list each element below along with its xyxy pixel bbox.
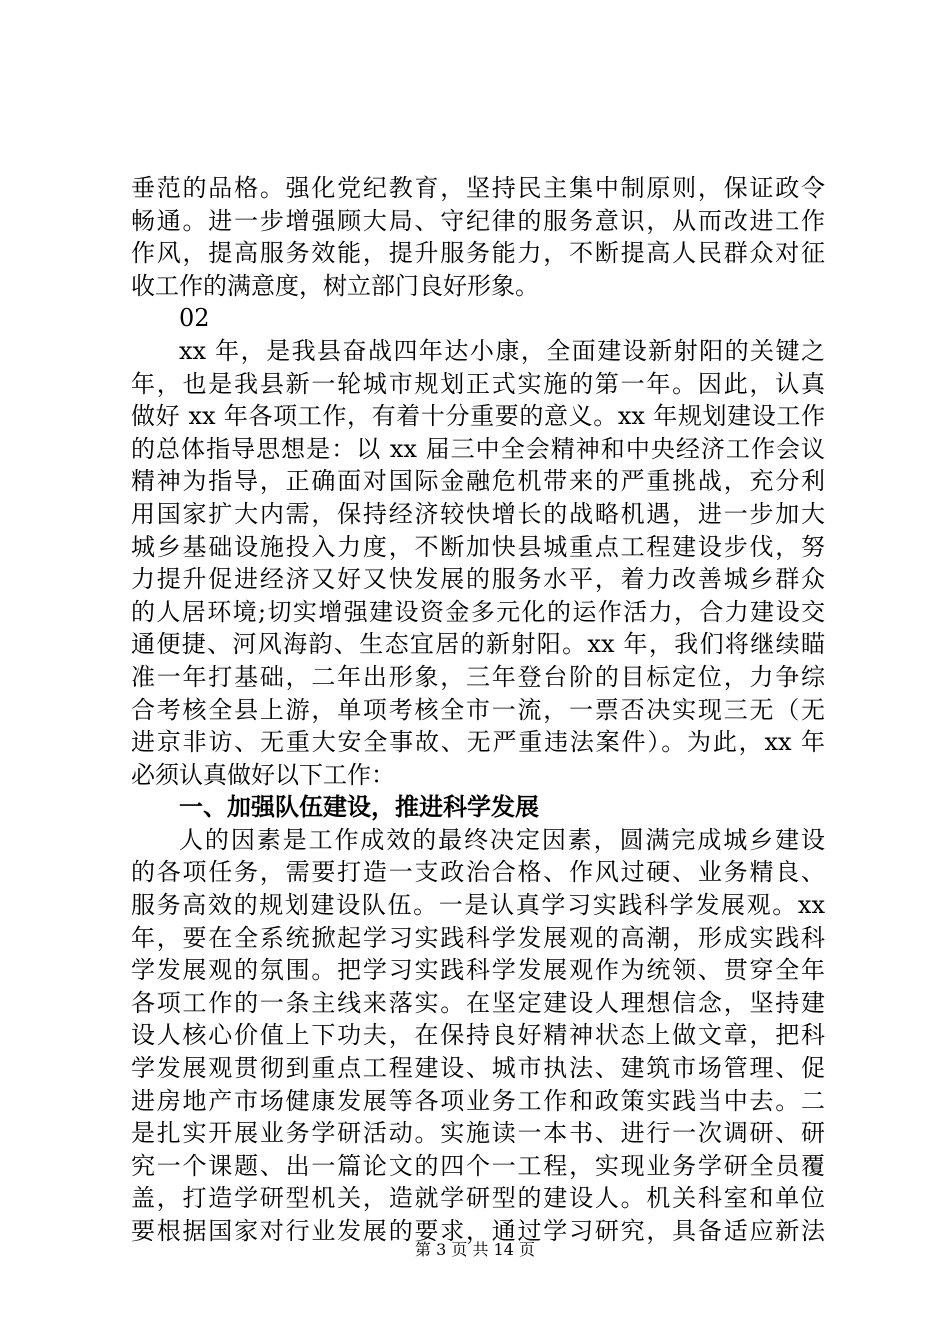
text-line: 进京非访、无重大安全事故、无严重违法案件）。为此，xx 年 bbox=[131, 728, 825, 757]
section-heading: 一、加强队伍建设，推进科学发展 bbox=[179, 792, 539, 822]
text-line: 盖，打造学研型机关，造就学研型的建设人。机关科室和单位 bbox=[131, 1184, 825, 1213]
text-line: 设人核心价值上下功夫，在保持良好精神状态上做文章，把科 bbox=[131, 1021, 825, 1050]
text-line: 用国家扩大内需，保持经济较快增长的战略机遇，进一步加大 bbox=[131, 499, 825, 528]
text-line: 作风，提高服务效能，提升服务能力，不断提高人民群众对征 bbox=[131, 239, 825, 268]
document-body bbox=[131, 172, 825, 1248]
text-line: 进房地产市场健康发展等各项业务工作和政策实践当中去。二 bbox=[131, 1086, 825, 1115]
page-footer bbox=[0, 1237, 950, 1260]
text-line: 通便捷、河风海韵、生态宜居的新射阳。xx 年，我们将继续瞄 bbox=[131, 630, 825, 659]
text-line: 准一年打基础，二年出形象，三年登台阶的目标定位，力争综 bbox=[131, 662, 825, 691]
text-line: 城乡基础设施投入力度，不断加快县城重点工程建设步伐，努 bbox=[131, 532, 825, 561]
text-line: xx 年，是我县奋战四年达小康，全面建设新射阳的关键之 bbox=[179, 336, 825, 365]
page-indicator: 第 3 页 共 14 页 bbox=[415, 1240, 535, 1259]
text-line: 各项工作的一条主线来落实。在坚定建设人理想信念，坚持建 bbox=[131, 988, 825, 1017]
text-line: 学发展观的氛围。把学习实践科学发展观作为统领、贯穿全年 bbox=[131, 956, 825, 985]
section-number: 02 bbox=[179, 304, 210, 333]
text-line: 必须认真做好以下工作： bbox=[131, 760, 395, 789]
text-line: 垂范的品格。强化党纪教育，坚持民主集中制原则，保证政令 bbox=[131, 174, 825, 202]
text-line: 合考核全县上游，单项考核全市一流，一票否决实现三无（无 bbox=[131, 695, 825, 724]
text-line: 究一个课题、出一篇论文的四个一工程，实现业务学研全员覆 bbox=[131, 1151, 825, 1180]
text-line: 的总体指导思想是：以 xx 届三中全会精神和中央经济工作会议 bbox=[131, 434, 825, 463]
text-line: 精神为指导，正确面对国际金融危机带来的严重挑战，充分利 bbox=[131, 467, 825, 496]
text-line: 是扎实开展业务学研活动。实施读一本书、进行一次调研、研 bbox=[131, 1119, 825, 1148]
text-line: 做好 xx 年各项工作，有着十分重要的意义。xx 年规划建设工作 bbox=[131, 402, 825, 431]
text-line: 学发展观贯彻到重点工程建设、城市执法、建筑市场管理、促 bbox=[131, 1054, 825, 1083]
text-line: 收工作的满意度，树立部门良好形象。 bbox=[131, 271, 539, 300]
text-line: 年，要在全系统掀起学习实践科学发展观的高潮，形成实践科 bbox=[131, 923, 825, 952]
text-line: 人的因素是工作成效的最终决定因素，圆满完成城乡建设 bbox=[179, 825, 825, 854]
text-line: 的各项任务，需要打造一支政治合格、作风过硬、业务精良、 bbox=[131, 858, 825, 887]
text-line: 服务高效的规划建设队伍。一是认真学习实践科学发展观。xx bbox=[131, 891, 825, 920]
text-line: 力提升促进经济又好又快发展的服务水平，着力改善城乡群众 bbox=[131, 565, 825, 594]
text-line: 年，也是我县新一轮城市规划正式实施的第一年。因此，认真 bbox=[131, 369, 825, 398]
text-line: 畅通。进一步增强顾大局、守纪律的服务意识，从而改进工作 bbox=[131, 206, 825, 235]
text-line: 的人居环境;切实增强建设资金多元化的运作活力，合力建设交 bbox=[131, 597, 825, 626]
text-line: 要根据国家对行业发展的要求，通过学习研究，具备适应新法 bbox=[131, 1217, 825, 1245]
